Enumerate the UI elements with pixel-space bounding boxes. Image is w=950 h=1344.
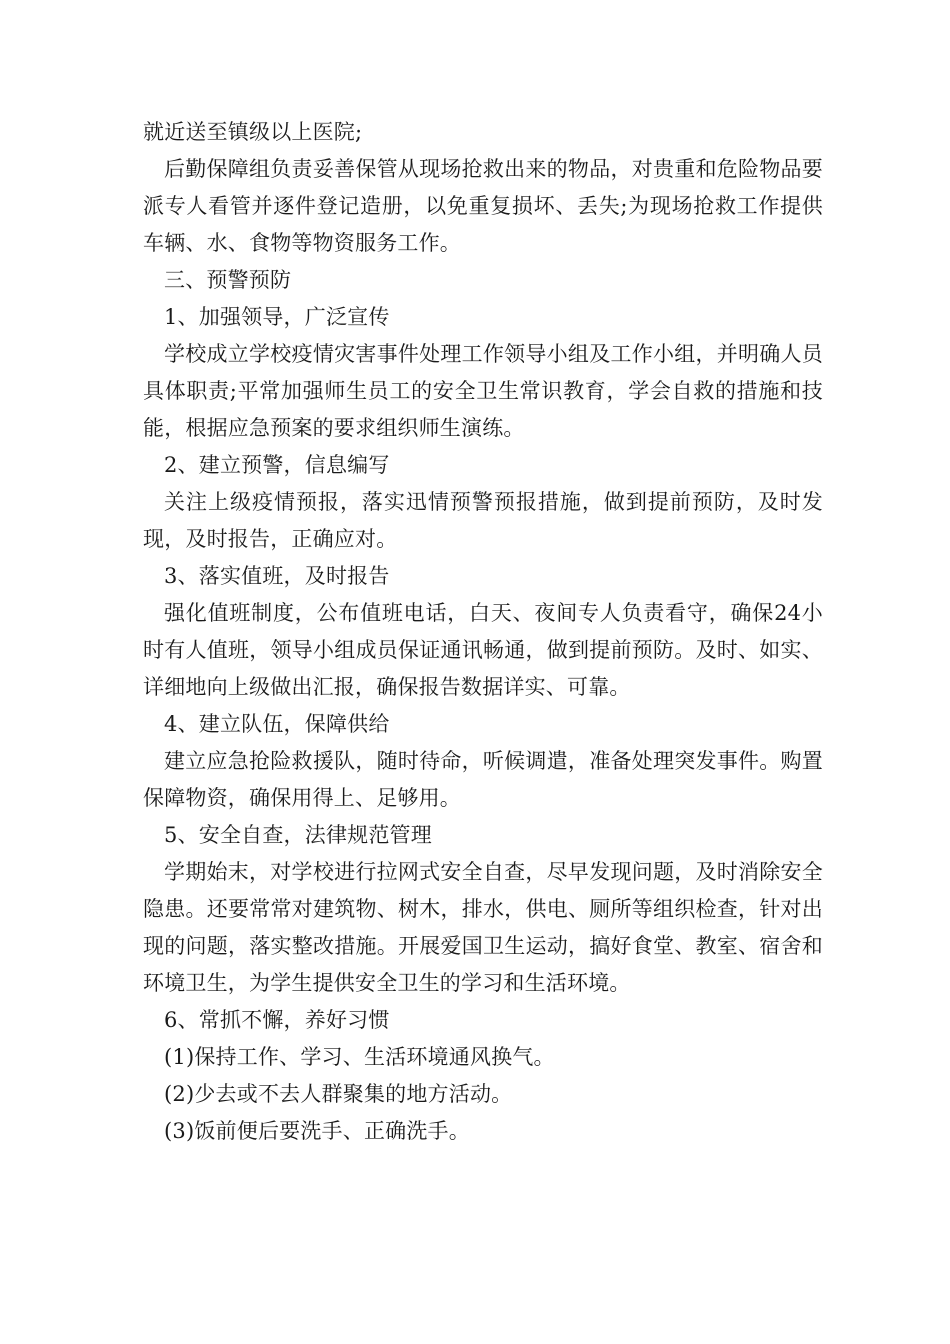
list-item: (3)饭前便后要洗手、正确洗手。 (164, 1119, 470, 1143)
paragraph-duty: 强化值班制度，公布值班电话，白天、夜间专人负责看守，确保24小时有人值班，领导小组成员保证通讯畅通，做到提前预防。及时、如实、详细地向上级做出汇报，确保报告数据详实、可靠。 (143, 601, 823, 699)
subheading-self-inspection: 5、安全自查，法律规范管理 (164, 823, 432, 847)
paragraph-continuation: 就近送至镇级以上医院; (143, 120, 363, 144)
paragraph-self-inspection: 学期始末，对学校进行拉网式安全自查，尽早发现问题，及时消除安全隐患。还要常常对建筑物、树木，排水，供电、厕所等组织检查，针对出现的问题，落实整改措施。开展爱国卫生运动，搞好食堂、教室、宿舍和环境卫生，为学生提供安全卫生的学习和生活环境。 (143, 860, 823, 995)
list-item: (2)少去或不去人群聚集的地方活动。 (164, 1082, 513, 1106)
subheading-leadership: 1、加强领导，广泛宣传 (164, 305, 390, 329)
subheading-habits: 6、常抓不懈，养好习惯 (164, 1008, 390, 1032)
paragraph-warning: 关注上级疫情预报，落实迅情预警预报措施，做到提前预防，及时发现，及时报告，正确应对。 (143, 490, 823, 551)
paragraph-logistics: 后勤保障组负责妥善保管从现场抢救出来的物品，对贵重和危险物品要派专人看管并逐件登记造册，以免重复损坏、丢失;为现场抢救工作提供车辆、水、食物等物资服务工作。 (143, 157, 823, 255)
list-item: (1)保持工作、学习、生活环境通风换气。 (164, 1045, 555, 1069)
paragraph-leadership: 学校成立学校疫情灾害事件处理工作领导小组及工作小组，并明确人员具体职责;平常加强师生员工的安全卫生常识教育，学会自救的措施和技能，根据应急预案的要求组织师生演练。 (143, 342, 823, 440)
document-body (143, 114, 823, 1150)
section-heading-warning-prevention: 三、预警预防 (164, 268, 292, 292)
subheading-duty: 3、落实值班，及时报告 (164, 564, 390, 588)
subheading-team: 4、建立队伍，保障供给 (164, 712, 390, 736)
paragraph-team: 建立应急抢险救援队，随时待命，听候调遣，准备处理突发事件。购置保障物资，确保用得上、足够用。 (143, 749, 823, 810)
subheading-warning: 2、建立预警，信息编写 (164, 453, 390, 477)
